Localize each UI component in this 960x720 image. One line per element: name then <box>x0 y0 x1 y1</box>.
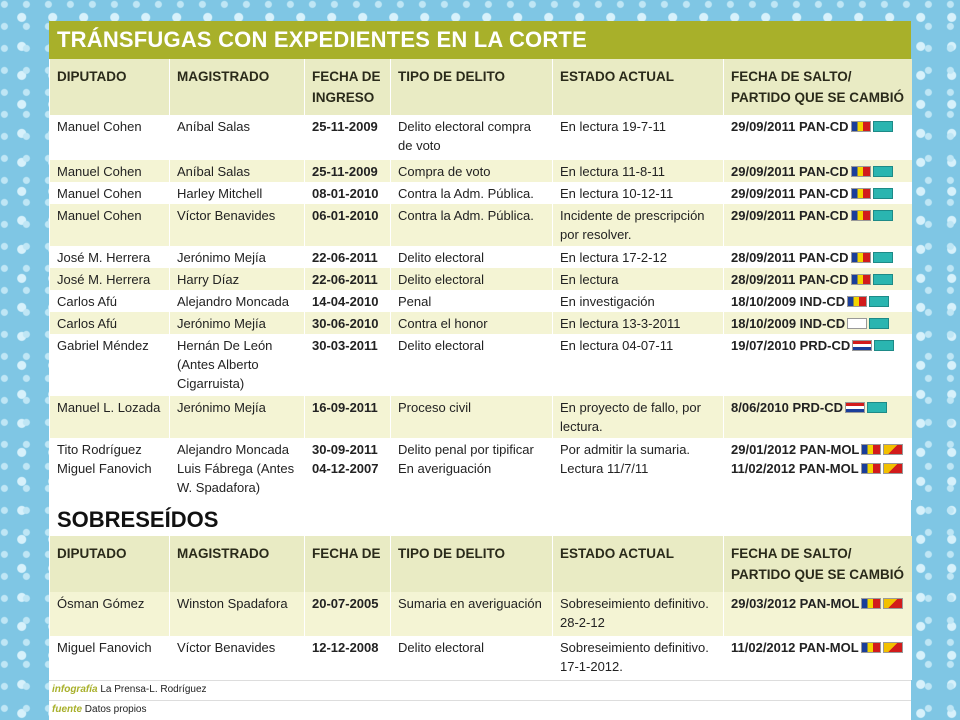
cd-party-icon <box>869 318 889 329</box>
header-tipo-delito: TIPO DE DELITO <box>391 59 553 115</box>
table-row <box>50 636 912 680</box>
cell-diputado: Manuel Cohen <box>50 160 170 182</box>
prd-flag-icon <box>852 340 872 351</box>
molirena-flag-icon <box>883 444 903 455</box>
cell-diputado: Miguel Fanovich <box>50 636 170 680</box>
cell-diputado: Gabriel Méndez <box>50 334 170 396</box>
cell-delito: Penal <box>391 290 553 312</box>
salto-text: 8/06/2010 PRD-CD <box>731 400 843 415</box>
table-row <box>50 592 912 636</box>
table-row <box>50 438 912 500</box>
molirena-flag-icon <box>883 642 903 653</box>
cell-magistrado: Harley Mitchell <box>170 182 305 204</box>
header-estado-actual: ESTADO ACTUAL <box>553 536 724 592</box>
infografia-label: infografía <box>52 684 98 695</box>
cell-salto <box>724 636 912 680</box>
salto-text: 29/09/2011 PAN-CD <box>731 186 849 201</box>
cell-delito: Proceso civil <box>391 396 553 438</box>
molirena-flag-icon <box>883 463 903 474</box>
cell-delito: Delito electoral <box>391 636 553 680</box>
cell-diputado: Manuel Cohen <box>50 204 170 246</box>
cell-magistrado: Alejandro Moncada Luis Fábrega (Antes W. Spadafora) <box>170 438 305 500</box>
cd-party-icon <box>873 188 893 199</box>
header-magistrado: MAGISTRADO <box>170 536 305 592</box>
pan-flag-icon <box>861 463 881 474</box>
prd-flag-icon <box>845 402 865 413</box>
page-title: TRÁNSFUGAS CON EXPEDIENTES EN LA CORTE <box>49 21 911 59</box>
fuente-label: fuente <box>52 704 82 715</box>
cell-salto <box>724 312 912 334</box>
cell-salto <box>724 334 912 396</box>
header-fecha-ingreso: FECHA DE <box>305 536 391 592</box>
table-row <box>50 268 912 290</box>
footer-source <box>49 700 911 720</box>
salto-text: 18/10/2009 IND-CD <box>731 294 846 309</box>
sobreseidos-title: SOBRESEÍDOS <box>49 500 911 536</box>
cell-fecha: 25-11-2009 <box>305 160 391 182</box>
cell-salto <box>724 204 912 246</box>
cell-delito: Delito electoral <box>391 246 553 268</box>
cell-fecha: 30-09-2011 04-12-2007 <box>305 438 391 500</box>
table-row <box>50 290 912 312</box>
cell-delito: Sumaria en averiguación <box>391 592 553 636</box>
table-row <box>50 204 912 246</box>
sobreseidos-table <box>49 536 912 680</box>
pan-flag-icon <box>847 296 867 307</box>
cell-delito: Compra de voto <box>391 160 553 182</box>
cell-fecha: 16-09-2011 <box>305 396 391 438</box>
cell-salto <box>724 438 912 500</box>
cell-fecha: 25-11-2009 <box>305 115 391 160</box>
header-diputado: DIPUTADO <box>50 536 170 592</box>
cell-magistrado: Víctor Benavides <box>170 636 305 680</box>
cell-delito: Delito electoral <box>391 268 553 290</box>
header-magistrado: MAGISTRADO <box>170 59 305 115</box>
cell-fecha: 06-01-2010 <box>305 204 391 246</box>
cell-salto <box>724 290 912 312</box>
salto-text: 29/01/2012 PAN-MOL <box>731 442 860 457</box>
table-row <box>50 396 912 438</box>
cell-fecha: 22-06-2011 <box>305 268 391 290</box>
cell-estado: Sobreseimiento definitivo. 28-2-12 <box>553 592 724 636</box>
cell-estado: En lectura 04-07-11 <box>553 334 724 396</box>
salto-text: 19/07/2010 PRD-CD <box>731 338 851 353</box>
fuente-value: Datos propios <box>84 704 147 715</box>
cell-estado: En lectura 17-2-12 <box>553 246 724 268</box>
cell-magistrado: Alejandro Moncada <box>170 290 305 312</box>
table-row <box>50 334 912 396</box>
cell-delito: Delito electoral compra de voto <box>391 115 553 160</box>
pan-flag-icon <box>861 642 881 653</box>
cell-estado: En proyecto de fallo, por lectura. <box>553 396 724 438</box>
cell-estado: Incidente de prescripción por resolver. <box>553 204 724 246</box>
salto-text: 18/10/2009 IND-CD <box>731 316 846 331</box>
pan-flag-icon <box>851 210 871 221</box>
cell-magistrado: Jerónimo Mejía <box>170 396 305 438</box>
cell-estado: En lectura <box>553 268 724 290</box>
cell-delito: Delito electoral <box>391 334 553 396</box>
pan-flag-icon <box>851 166 871 177</box>
cd-party-icon <box>873 166 893 177</box>
cell-fecha: 20-07-2005 <box>305 592 391 636</box>
table-row <box>50 312 912 334</box>
cell-diputado: Tito Rodríguez Miguel Fanovich <box>50 438 170 500</box>
salto-text: 28/09/2011 PAN-CD <box>731 272 849 287</box>
header-diputado: DIPUTADO <box>50 59 170 115</box>
cd-party-icon <box>873 252 893 263</box>
main-table <box>49 59 912 500</box>
table-row <box>50 246 912 268</box>
table-row <box>50 182 912 204</box>
cell-delito: Delito penal por tipificar En averiguación <box>391 438 553 500</box>
salto-text: 29/09/2011 PAN-CD <box>731 208 849 223</box>
infographic-sheet <box>49 21 911 715</box>
header-fecha-salto: FECHA DE SALTO/ PARTIDO QUE SE CAMBIÓ <box>724 536 912 592</box>
cell-estado: En lectura 11-8-11 <box>553 160 724 182</box>
cell-delito: Contra la Adm. Pública. <box>391 204 553 246</box>
cell-diputado: Carlos Afú <box>50 312 170 334</box>
cd-party-icon <box>873 121 893 132</box>
cell-magistrado: Víctor Benavides <box>170 204 305 246</box>
cell-delito: Contra el honor <box>391 312 553 334</box>
cell-magistrado: Winston Spadafora <box>170 592 305 636</box>
cd-party-icon <box>867 402 887 413</box>
header-fecha-ingreso: FECHA DE INGRESO <box>305 59 391 115</box>
cell-diputado: Manuel Cohen <box>50 115 170 160</box>
cell-estado: En lectura 19-7-11 <box>553 115 724 160</box>
pan-flag-icon <box>851 274 871 285</box>
cell-salto <box>724 115 912 160</box>
table-header-row <box>50 59 912 115</box>
cell-salto <box>724 592 912 636</box>
cell-diputado: Carlos Afú <box>50 290 170 312</box>
table-row <box>50 160 912 182</box>
header-estado-actual: ESTADO ACTUAL <box>553 59 724 115</box>
salto-text-2: 11/02/2012 PAN-MOL <box>731 461 859 476</box>
pan-flag-icon <box>851 121 871 132</box>
cell-salto <box>724 182 912 204</box>
cell-magistrado: Harry Díaz <box>170 268 305 290</box>
footer-credit <box>49 680 911 700</box>
cell-fecha: 12-12-2008 <box>305 636 391 680</box>
salto-text: 29/03/2012 PAN-MOL <box>731 596 860 611</box>
cell-estado: En lectura 13-3-2011 <box>553 312 724 334</box>
cell-estado: Sobreseimiento definitivo. 17-1-2012. <box>553 636 724 680</box>
salto-text: 28/09/2011 PAN-CD <box>731 250 849 265</box>
cell-salto <box>724 246 912 268</box>
cell-diputado: Manuel Cohen <box>50 182 170 204</box>
cell-salto <box>724 396 912 438</box>
header-tipo-delito: TIPO DE DELITO <box>391 536 553 592</box>
cell-diputado: Manuel L. Lozada <box>50 396 170 438</box>
cd-party-icon <box>873 274 893 285</box>
cell-fecha: 22-06-2011 <box>305 246 391 268</box>
cell-magistrado: Aníbal Salas <box>170 115 305 160</box>
cell-magistrado: Jerónimo Mejía <box>170 312 305 334</box>
cell-fecha: 30-03-2011 <box>305 334 391 396</box>
table-row <box>50 115 912 160</box>
cell-diputado: José M. Herrera <box>50 246 170 268</box>
cell-fecha: 30-06-2010 <box>305 312 391 334</box>
pan-flag-icon <box>851 188 871 199</box>
molirena-flag-icon <box>883 598 903 609</box>
cell-diputado: José M. Herrera <box>50 268 170 290</box>
cell-estado: Por admitir la sumaria. Lectura 11/7/11 <box>553 438 724 500</box>
cell-salto <box>724 160 912 182</box>
pan-flag-icon <box>861 598 881 609</box>
cell-diputado: Ósman Gómez <box>50 592 170 636</box>
cell-magistrado: Aníbal Salas <box>170 160 305 182</box>
cd-party-icon <box>873 210 893 221</box>
cell-magistrado: Jerónimo Mejía <box>170 246 305 268</box>
pan-flag-icon <box>851 252 871 263</box>
cell-estado: En investigación <box>553 290 724 312</box>
cell-fecha: 08-01-2010 <box>305 182 391 204</box>
ind-flag-icon <box>847 318 867 329</box>
header-fecha-salto: FECHA DE SALTO/ PARTIDO QUE SE CAMBIÓ <box>724 59 912 115</box>
cell-magistrado: Hernán De León (Antes Alberto Cigarruista) <box>170 334 305 396</box>
salto-text: 29/09/2011 PAN-CD <box>731 119 849 134</box>
salto-text: 29/09/2011 PAN-CD <box>731 164 849 179</box>
salto-text: 11/02/2012 PAN-MOL <box>731 640 859 655</box>
pan-flag-icon <box>861 444 881 455</box>
cell-delito: Contra la Adm. Pública. <box>391 182 553 204</box>
cd-party-icon <box>869 296 889 307</box>
cell-estado: En lectura 10-12-11 <box>553 182 724 204</box>
cell-salto <box>724 268 912 290</box>
infografia-value: La Prensa-L. Rodríguez <box>100 684 207 695</box>
table-header-row <box>50 536 912 592</box>
cell-fecha: 14-04-2010 <box>305 290 391 312</box>
cd-party-icon <box>874 340 894 351</box>
